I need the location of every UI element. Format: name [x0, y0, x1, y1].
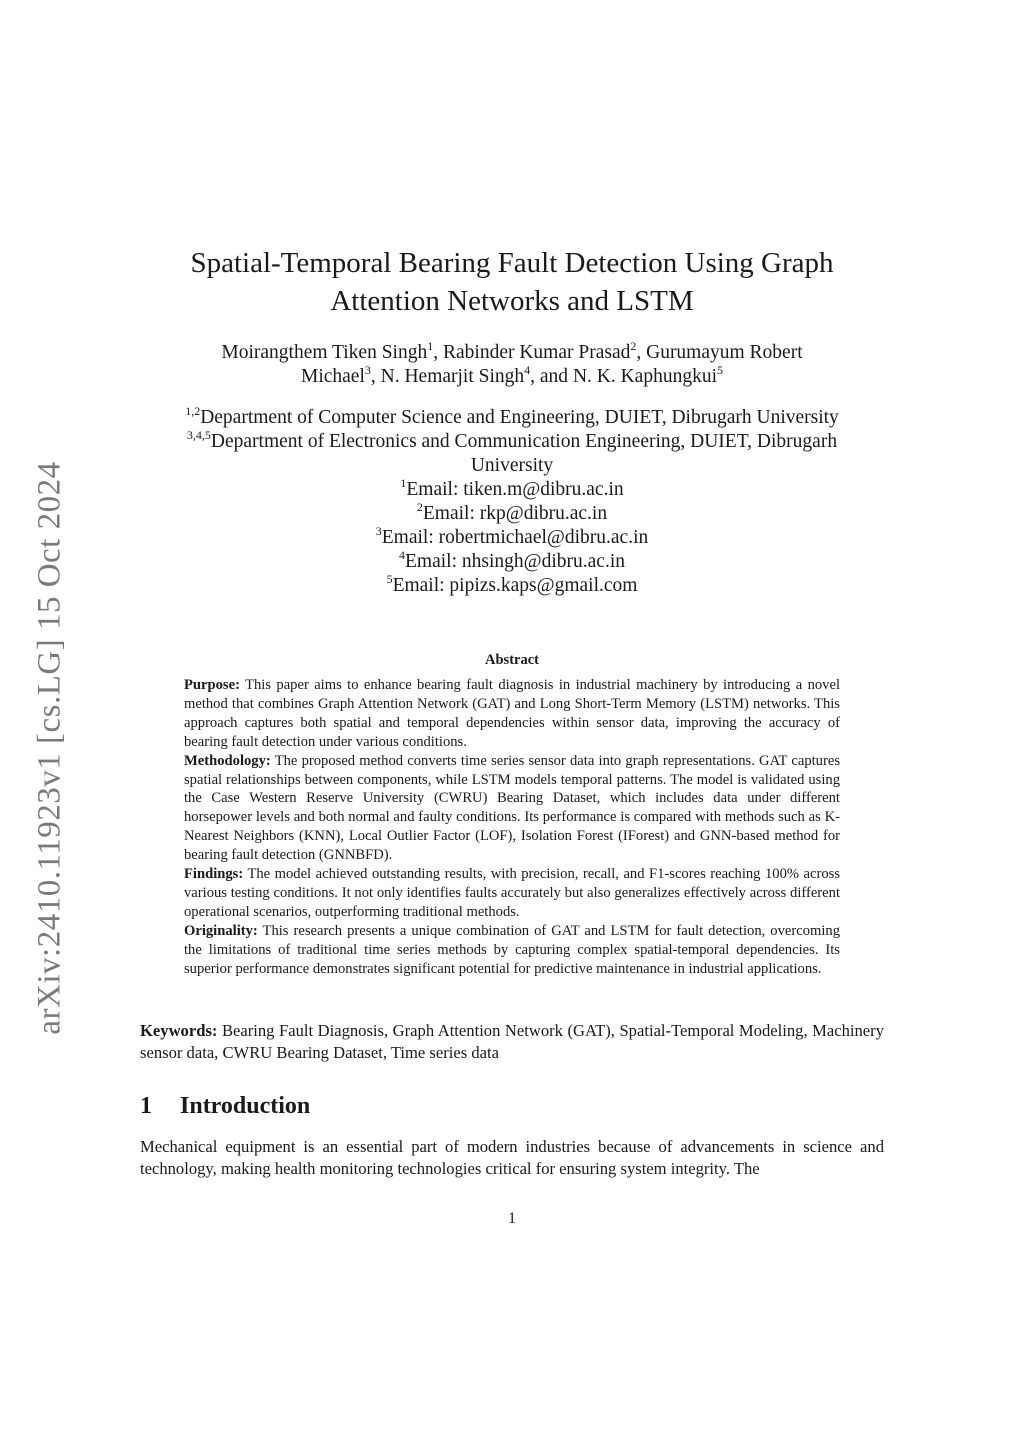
email-3-text: Email: robertmichael@dibru.ac.in: [381, 527, 649, 548]
abstract-purpose: [184, 676, 840, 752]
section-number: 1: [140, 1093, 152, 1119]
email-1-sup: 1: [400, 476, 407, 490]
title-line-2: Attention Networks and LSTM: [330, 285, 694, 317]
email-5-text: Email: pipizs.kaps@gmail.com: [392, 575, 638, 596]
methodology-label: Methodology:: [184, 752, 271, 769]
purpose-text: This paper aims to enhance bearing fault diagnosis in industrial machinery by introducing a novel method that combines Graph Attention Network (GAT) and Long Short-Term Memory (LSTM) networks. This approach captures both spatial and temporal dependencies within sensor data, improving the accuracy of bearing fault detection under various conditions.: [184, 677, 840, 750]
abstract-originality: [184, 922, 840, 979]
email-5: [140, 574, 884, 598]
paper-title: [140, 244, 884, 320]
keywords-label: Keywords:: [140, 1021, 218, 1040]
author-sep: , Gurumayum Robert: [636, 342, 803, 363]
author-line-1: [140, 341, 884, 365]
email-3-sup: 3: [375, 524, 382, 538]
author-5-sup: 5: [717, 363, 724, 377]
email-3: [140, 526, 884, 550]
title-line-1: Spatial-Temporal Bearing Fault Detection Using Graph: [190, 247, 834, 279]
author-2: Rabinder Kumar Prasad: [442, 342, 631, 363]
email-2-sup: 2: [416, 500, 423, 514]
author-5: N. K. Kaphungkui: [572, 366, 718, 387]
author-4: N. Hemarjit Singh: [380, 366, 525, 387]
email-4-sup: 4: [399, 548, 406, 562]
originality-text: This research presents a unique combination of GAT and LSTM for fault detection, overcoming the limitations of traditional time series methods by capturing complex spatial-temporal dependencies. Its superior performance demonstrates significant potential for predictive maintenance in industrial applications.: [184, 922, 840, 977]
affiliation-2: [140, 430, 884, 454]
author-sep: , and: [530, 366, 573, 387]
affiliation-2-text: Department of Electronics and Communication Engineering, DUIET, Dibrugarh: [210, 431, 838, 452]
email-5-sup: 5: [386, 572, 393, 586]
email-1-text: Email: tiken.m@dibru.ac.in: [406, 479, 624, 500]
author-1: Moirangthem Tiken Singh: [221, 342, 428, 363]
affiliation-2-sup: 3,4,5: [186, 428, 211, 442]
author-3: Michael: [300, 366, 365, 387]
affiliation-2-continued: University: [470, 455, 554, 476]
section-heading-introduction: [140, 1093, 884, 1120]
author-1-sup: 1: [427, 339, 434, 353]
affiliation-1-sup: 1,2: [185, 404, 201, 418]
affiliations: [140, 406, 884, 598]
author-list: [140, 341, 884, 389]
abstract-findings: [184, 865, 840, 922]
abstract-body: [184, 676, 840, 979]
author-line-2: [140, 365, 884, 389]
author-sep: ,: [433, 342, 443, 363]
affiliation-1: [140, 406, 884, 430]
methodology-text: The proposed method converts time series sensor data into graph representations. GAT captures spatial relationships between components, while LSTM models temporal patterns. The model is validated using the Case Western Reserve University (CWRU) Bearing Dataset, which includes data under different horsepower levels and both normal and faulty conditions. Its performance is compared with methods such as K-Nearest Neighbors (KNN), Local Outlier Factor (LOF), Isolation Forest (IForest) and GNN-based method for bearing fault detection (GNNBFD).: [184, 752, 840, 864]
keywords-text: Bearing Fault Diagnosis, Graph Attention Network (GAT), Spatial-Temporal Modeling, Machinery sensor data, CWRU Bearing Dataset, Time series data: [140, 1021, 884, 1062]
purpose-label: Purpose:: [184, 677, 240, 693]
affiliation-1-text: Department of Computer Science and Engineering, DUIET, Dibrugarh University: [200, 407, 839, 428]
email-2: [140, 502, 884, 526]
findings-label: Findings:: [184, 866, 244, 883]
author-3-sup: 3: [364, 363, 371, 377]
email-2-text: Email: rkp@dibru.ac.in: [422, 503, 608, 524]
section-title: Introduction: [180, 1093, 311, 1119]
abstract-methodology: [184, 752, 840, 865]
introduction-paragraph: Mechanical equipment is an essential part of modern industries because of advancements in science and technology, making health monitoring technologies critical for ensuring system integrity. The: [140, 1137, 884, 1178]
originality-label: Originality:: [184, 922, 258, 939]
arxiv-sidebar-stamp: arXiv:2410.11923v1 [cs.LG] 15 Oct 2024: [31, 461, 68, 1035]
email-1: [140, 478, 884, 502]
author-sep: ,: [370, 366, 381, 387]
author-4-sup: 4: [524, 363, 531, 377]
abstract-heading: Abstract: [485, 652, 539, 668]
email-4: [140, 550, 884, 574]
author-2-sup: 2: [630, 339, 637, 353]
findings-text: The model achieved outstanding results, with precision, recall, and F1-scores reaching 100% across various testing conditions. It not only identifies faults accurately but also generalizes effectively across different operational scenarios, outperforming traditional methods.: [184, 866, 840, 920]
page-number: 1: [508, 1210, 516, 1227]
keywords: [140, 1020, 884, 1064]
email-4-text: Email: nhsingh@dibru.ac.in: [405, 551, 625, 572]
